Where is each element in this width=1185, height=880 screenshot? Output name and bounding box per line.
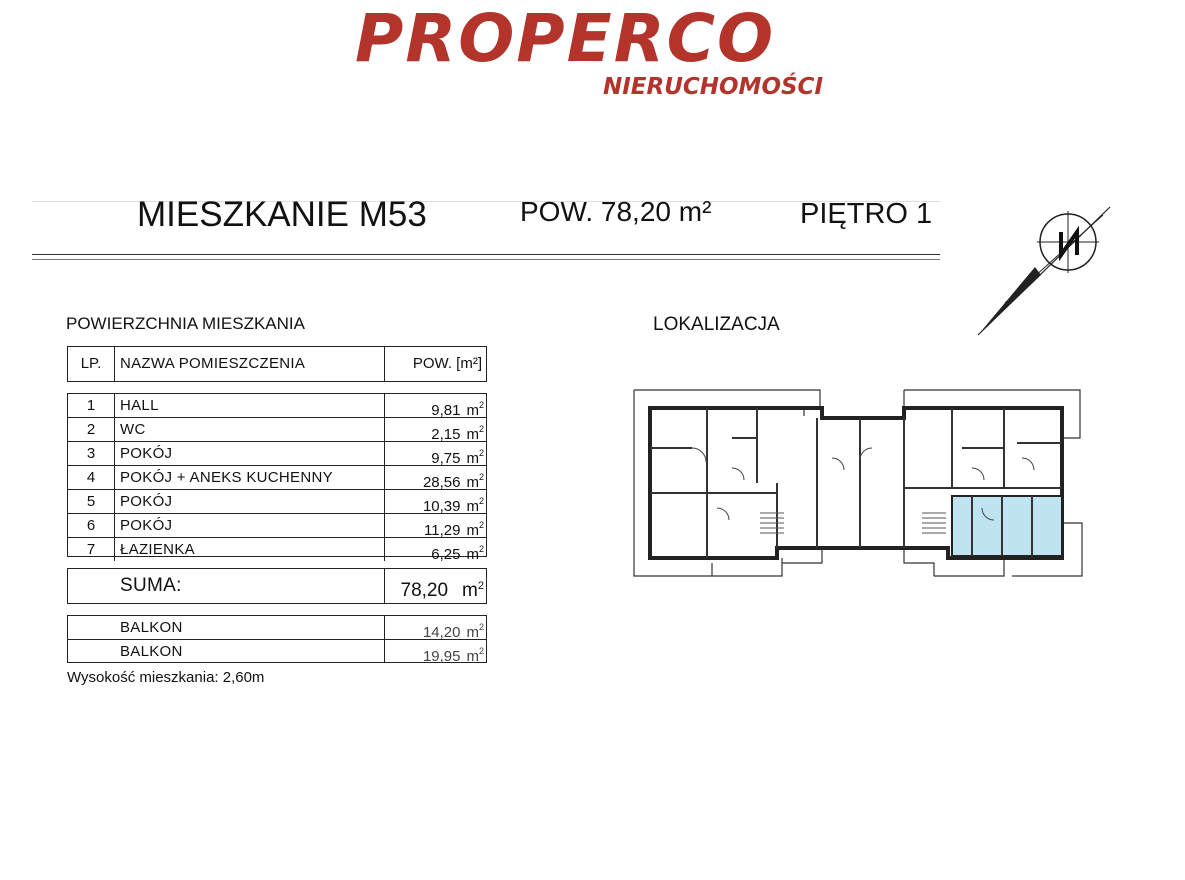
- room-lp: 4: [68, 466, 115, 489]
- area-table-header: [67, 346, 487, 382]
- header-divider: [32, 254, 940, 255]
- apartment-area: POW. 78,20 m²: [520, 196, 712, 227]
- header-divider-secondary: [32, 259, 940, 260]
- room-area: 6,25 $m^2$: [384, 538, 488, 561]
- sum-label: SUMA:: [120, 575, 182, 596]
- room-area: 28,56 $m^2$: [384, 466, 488, 489]
- table-row: [68, 442, 486, 466]
- balcony-area: 14,20 $m^2$: [384, 616, 488, 639]
- room-name: POKÓJ: [120, 445, 173, 462]
- sum-table: [67, 568, 487, 604]
- north-arrow-icon: [975, 205, 1115, 340]
- header-name: NAZWA POMIESZCZENIA: [120, 355, 306, 372]
- balcony-name: BALKON: [120, 643, 183, 660]
- room-name: HALL: [120, 397, 159, 414]
- room-name: POKÓJ + ANEKS KUCHENNY: [120, 469, 333, 486]
- location-label: LOKALIZACJA: [653, 314, 780, 335]
- room-lp: 1: [68, 394, 115, 417]
- rooms-table: [67, 393, 487, 563]
- room-name: ŁAZIENKA: [120, 541, 195, 558]
- table-row: [68, 640, 486, 663]
- room-area: 9,75 $m^2$: [384, 442, 488, 465]
- room-name: WC: [120, 421, 146, 438]
- room-lp: 5: [68, 490, 115, 513]
- table-row: [68, 514, 486, 538]
- height-note: Wysokość mieszkania: 2,60m: [67, 669, 265, 686]
- balcony-area: 19,95 $m^2$: [384, 640, 488, 663]
- header-area: POW. [m²]: [384, 347, 488, 381]
- room-lp: 3: [68, 442, 115, 465]
- room-area: 2,15 $m^2$: [384, 418, 488, 441]
- properco-logo: [355, 0, 835, 104]
- room-area: 11,29 $m^2$: [384, 514, 488, 537]
- sum-value: 78,20 $m^2$: [384, 569, 488, 603]
- apartment-title: MIESZKANIE M53: [137, 195, 427, 234]
- room-lp: 7: [68, 538, 115, 561]
- room-name: POKÓJ: [120, 493, 173, 510]
- table-row: [68, 394, 486, 418]
- balcony-name: BALKON: [120, 619, 183, 636]
- logo-sub-text: NIERUCHOMOŚCI: [602, 74, 823, 100]
- room-lp: 6: [68, 514, 115, 537]
- table-row: [68, 490, 486, 514]
- room-name: POKÓJ: [120, 517, 173, 534]
- table-row: [68, 466, 486, 490]
- location-floor-plan: [632, 388, 1084, 580]
- apartment-floor: PIĘTRO 1: [800, 198, 933, 230]
- table-row: [68, 616, 486, 640]
- table-row: [68, 418, 486, 442]
- table-row: [68, 538, 486, 561]
- room-area: 9,81 $m^2$: [384, 394, 488, 417]
- room-area: 10,39 $m^2$: [384, 490, 488, 513]
- section-label: POWIERZCHNIA MIESZKANIA: [66, 314, 305, 333]
- logo-main-text: PROPERCO: [355, 0, 776, 77]
- room-lp: 2: [68, 418, 115, 441]
- balcony-table: [67, 615, 487, 663]
- header-lp: LP.: [68, 347, 115, 381]
